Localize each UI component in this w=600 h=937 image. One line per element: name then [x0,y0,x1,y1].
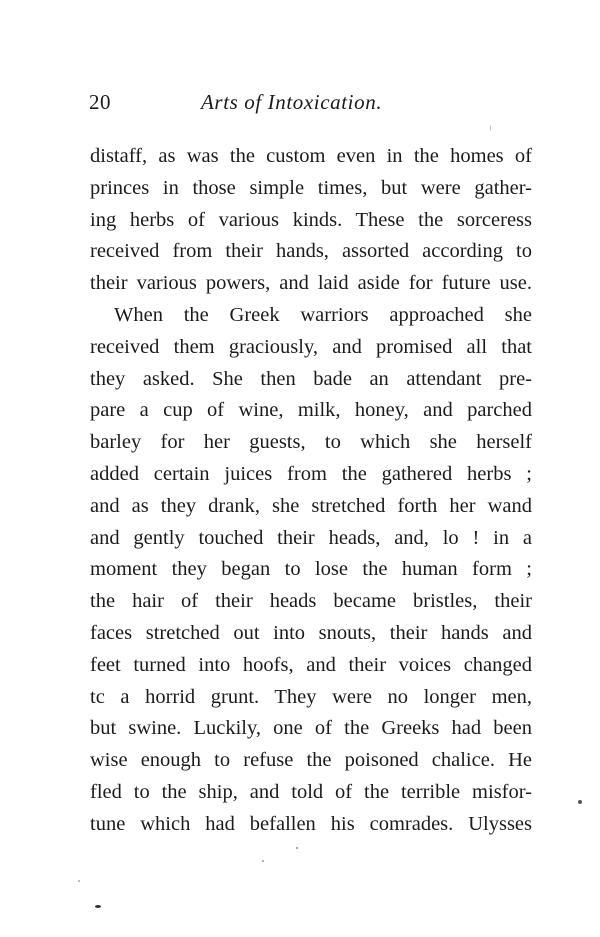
print-speck [262,860,264,862]
print-speck [78,880,80,882]
text-line: barley for her guests, to which she herself [90,431,532,454]
text-line: but swine. Luckily, one of the Greeks had been [90,717,532,740]
text-line: wise enough to refuse the poisoned chalice. He [90,749,532,772]
page-number: 20 [89,90,111,114]
print-speck [490,125,491,131]
text-line: moment they began to lose the human form ; [90,558,532,581]
text-line: the hair of their heads became bristles, their [90,590,532,613]
print-speck [95,905,101,908]
text-line: princes in those simple times, but were gather- [90,176,532,199]
text-line: tune which had befallen his comrades. Ulysses [90,812,532,835]
running-head: Arts of Intoxication. [201,90,383,114]
text-line: distaff, as was the custom even in the homes of [90,145,532,167]
body-text [90,141,532,841]
text-line: added certain juices from the gathered herbs ; [90,462,532,485]
text-line: received them graciously, and promised all that [90,335,532,358]
text-line: they asked. She then bade an attendant pre- [90,367,532,390]
text-line: faces stretched out into snouts, their hands and [90,621,532,644]
text-line: their various powers, and laid aside for future use. [90,272,532,295]
text-line: pare a cup of wine, milk, honey, and parched [90,399,532,422]
print-speck [578,800,582,804]
text-line: tc a horrid grunt. They were no longer men, [90,685,532,708]
text-line: feet turned into hoofs, and their voices changed [90,653,532,676]
text-line: received from their hands, assorted according to [90,240,532,263]
text-line: and as they drank, she stretched forth her wand [90,494,532,517]
paragraph-start-line: When the Greek warriors approached she [114,303,532,326]
text-line: ing herbs of various kinds. These the sorceress [90,208,532,231]
text-line: and gently touched their heads, and, lo ! in a [90,526,532,549]
print-speck [296,847,298,849]
page-header [89,90,531,120]
text-line: fled to the ship, and told of the terrible misfor- [90,780,532,803]
